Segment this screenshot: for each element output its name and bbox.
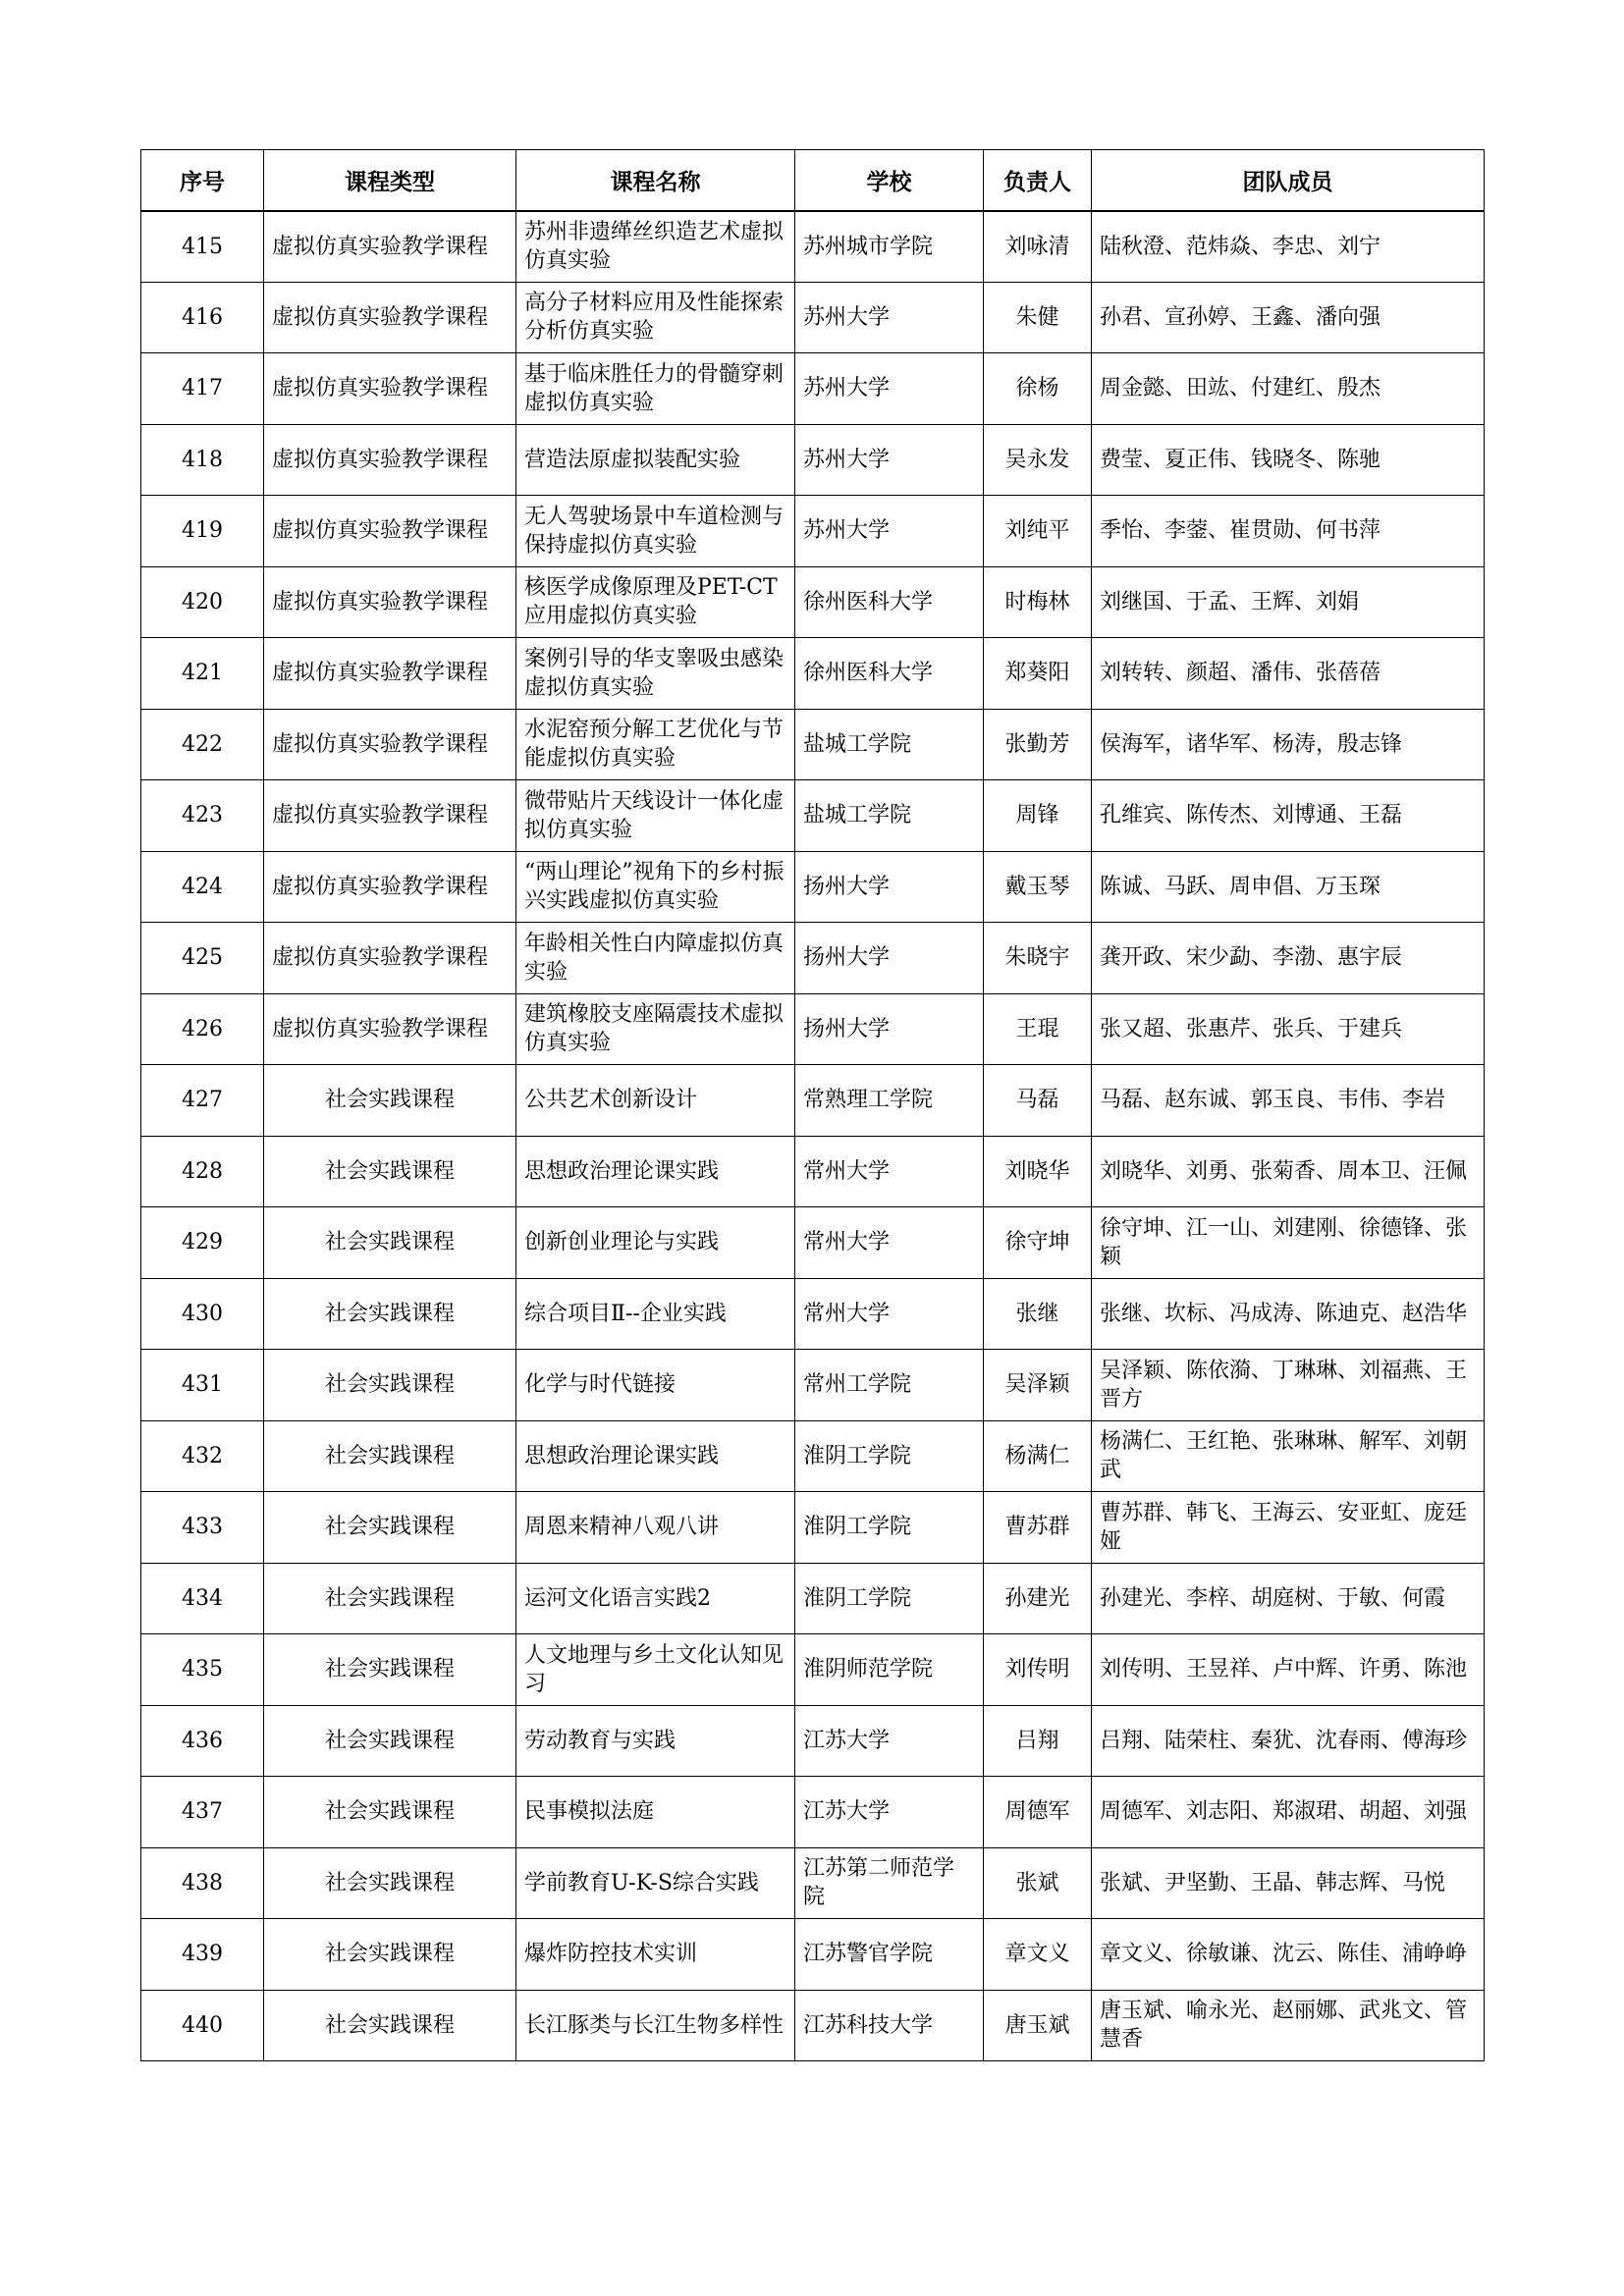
table-row: [141, 851, 1485, 923]
cell-course-name: 基于临床胜任力的骨髓穿刺虚拟仿真实验: [516, 353, 795, 425]
cell-course-name: 综合项目Ⅱ--企业实践: [516, 1278, 795, 1350]
cell-team: 孙君、宣孙婷、王鑫、潘向强: [1092, 282, 1485, 353]
cell-team: 徐守坤、江一山、刘建刚、徐德锋、张颖: [1092, 1207, 1485, 1279]
cell-id: 434: [141, 1563, 264, 1634]
cell-team: 周金懿、田竑、付建红、殷杰: [1092, 353, 1485, 425]
table-row: [141, 1278, 1485, 1350]
cell-id: 415: [141, 211, 264, 283]
cell-course-name: 思想政治理论课实践: [516, 1420, 795, 1492]
cell-school: 江苏第二师范学院: [795, 1847, 984, 1919]
cell-school: 扬州大学: [795, 923, 984, 994]
cell-course-name: 建筑橡胶支座隔震技术虚拟仿真实验: [516, 993, 795, 1065]
cell-team: 张继、坎标、冯成涛、陈迪克、赵浩华: [1092, 1278, 1485, 1350]
table-row: [141, 1492, 1485, 1564]
cell-course-name: 无人驾驶场景中车道检测与保持虚拟仿真实验: [516, 496, 795, 567]
cell-id: 432: [141, 1420, 264, 1492]
cell-lead: 朱晓宇: [984, 923, 1092, 994]
cell-school: 徐州医科大学: [795, 638, 984, 710]
cell-team: 张斌、尹坚勤、王晶、韩志辉、马悦: [1092, 1847, 1485, 1919]
table-row: [141, 638, 1485, 710]
table-row: [141, 1634, 1485, 1706]
cell-course-name: 年龄相关性白内障虚拟仿真实验: [516, 923, 795, 994]
cell-lead: 王琨: [984, 993, 1092, 1065]
cell-course-name: 周恩来精神八观八讲: [516, 1492, 795, 1564]
cell-id: 427: [141, 1065, 264, 1137]
cell-lead: 马磊: [984, 1065, 1092, 1137]
cell-course-name: 案例引导的华支睾吸虫感染虚拟仿真实验: [516, 638, 795, 710]
cell-id: 436: [141, 1705, 264, 1777]
cell-course-type: 社会实践课程: [264, 1420, 516, 1492]
cell-school: 常州大学: [795, 1136, 984, 1207]
header-id: 序号: [141, 150, 264, 211]
cell-course-type: 虚拟仿真实验教学课程: [264, 211, 516, 283]
cell-lead: 唐玉斌: [984, 1990, 1092, 2061]
cell-id: 419: [141, 496, 264, 567]
table-row: [141, 709, 1485, 780]
header-team: 团队成员: [1092, 150, 1485, 211]
header-school: 学校: [795, 150, 984, 211]
cell-team: 章文义、徐敏谦、沈云、陈佳、浦峥峥: [1092, 1919, 1485, 1991]
cell-lead: 戴玉琴: [984, 851, 1092, 923]
cell-school: 常熟理工学院: [795, 1065, 984, 1137]
table-row: [141, 1919, 1485, 1991]
cell-team: 马磊、赵东诚、郭玉良、韦伟、李岩: [1092, 1065, 1485, 1137]
cell-lead: 徐杨: [984, 353, 1092, 425]
cell-lead: 刘纯平: [984, 496, 1092, 567]
cell-lead: 刘晓华: [984, 1136, 1092, 1207]
cell-id: 418: [141, 424, 264, 496]
cell-team: 唐玉斌、喻永光、赵丽娜、武兆文、管慧香: [1092, 1990, 1485, 2061]
cell-lead: 郑葵阳: [984, 638, 1092, 710]
cell-course-type: 社会实践课程: [264, 1705, 516, 1777]
cell-course-name: 化学与时代链接: [516, 1350, 795, 1421]
cell-school: 淮阴工学院: [795, 1563, 984, 1634]
cell-course-type: 社会实践课程: [264, 1990, 516, 2061]
cell-school: 盐城工学院: [795, 709, 984, 780]
table-row: [141, 1136, 1485, 1207]
cell-team: 刘晓华、刘勇、张菊香、周本卫、汪佩: [1092, 1136, 1485, 1207]
cell-course-name: “两山理论”视角下的乡村振兴实践虚拟仿真实验: [516, 851, 795, 923]
cell-course-name: 核医学成像原理及PET-CT应用虚拟仿真实验: [516, 566, 795, 638]
cell-course-type: 虚拟仿真实验教学课程: [264, 424, 516, 496]
cell-id: 422: [141, 709, 264, 780]
table-row: [141, 1420, 1485, 1492]
cell-team: 陆秋澄、范炜焱、李忠、刘宁: [1092, 211, 1485, 283]
cell-team: 侯海军，诸华军、杨涛，殷志锋: [1092, 709, 1485, 780]
cell-school: 淮阴师范学院: [795, 1634, 984, 1706]
cell-school: 苏州大学: [795, 424, 984, 496]
cell-lead: 刘传明: [984, 1634, 1092, 1706]
table-header-row: [141, 150, 1485, 211]
cell-course-type: 社会实践课程: [264, 1563, 516, 1634]
cell-school: 徐州医科大学: [795, 566, 984, 638]
cell-id: 428: [141, 1136, 264, 1207]
cell-course-name: 微带贴片天线设计一体化虚拟仿真实验: [516, 780, 795, 852]
header-lead: 负责人: [984, 150, 1092, 211]
table-row: [141, 1350, 1485, 1421]
cell-id: 431: [141, 1350, 264, 1421]
cell-id: 439: [141, 1919, 264, 1991]
cell-course-type: 社会实践课程: [264, 1777, 516, 1848]
cell-course-name: 公共艺术创新设计: [516, 1065, 795, 1137]
cell-id: 435: [141, 1634, 264, 1706]
cell-course-type: 虚拟仿真实验教学课程: [264, 709, 516, 780]
cell-lead: 章文义: [984, 1919, 1092, 1991]
cell-lead: 张斌: [984, 1847, 1092, 1919]
cell-course-name: 高分子材料应用及性能探索分析仿真实验: [516, 282, 795, 353]
cell-team: 周德军、刘志阳、郑淑珺、胡超、刘强: [1092, 1777, 1485, 1848]
cell-lead: 徐守坤: [984, 1207, 1092, 1279]
cell-lead: 吕翔: [984, 1705, 1092, 1777]
cell-lead: 孙建光: [984, 1563, 1092, 1634]
table-row: [141, 496, 1485, 567]
cell-course-name: 学前教育U-K-S综合实践: [516, 1847, 795, 1919]
cell-school: 江苏警官学院: [795, 1919, 984, 1991]
cell-lead: 吴泽颖: [984, 1350, 1092, 1421]
cell-team: 费莹、夏正伟、钱晓冬、陈驰: [1092, 424, 1485, 496]
cell-course-type: 虚拟仿真实验教学课程: [264, 780, 516, 852]
cell-course-name: 人文地理与乡土文化认知见习: [516, 1634, 795, 1706]
cell-id: 426: [141, 993, 264, 1065]
cell-id: 437: [141, 1777, 264, 1848]
cell-course-type: 社会实践课程: [264, 1919, 516, 1991]
cell-team: 杨满仁、王红艳、张琳琳、解军、刘朝武: [1092, 1420, 1485, 1492]
cell-course-type: 虚拟仿真实验教学课程: [264, 496, 516, 567]
cell-id: 425: [141, 923, 264, 994]
cell-course-name: 民事模拟法庭: [516, 1777, 795, 1848]
cell-course-type: 社会实践课程: [264, 1136, 516, 1207]
cell-team: 孙建光、李梓、胡庭树、于敏、何霞: [1092, 1563, 1485, 1634]
cell-team: 孔维宾、陈传杰、刘博通、王磊: [1092, 780, 1485, 852]
cell-school: 扬州大学: [795, 851, 984, 923]
course-table: [140, 149, 1485, 2061]
cell-course-type: 社会实践课程: [264, 1350, 516, 1421]
cell-course-name: 创新创业理论与实践: [516, 1207, 795, 1279]
cell-school: 苏州大学: [795, 496, 984, 567]
cell-id: 440: [141, 1990, 264, 2061]
cell-course-type: 虚拟仿真实验教学课程: [264, 851, 516, 923]
cell-school: 苏州大学: [795, 282, 984, 353]
cell-school: 盐城工学院: [795, 780, 984, 852]
cell-team: 张又超、张惠芹、张兵、于建兵: [1092, 993, 1485, 1065]
table-row: [141, 282, 1485, 353]
cell-id: 424: [141, 851, 264, 923]
cell-id: 438: [141, 1847, 264, 1919]
cell-lead: 刘咏清: [984, 211, 1092, 283]
cell-school: 江苏科技大学: [795, 1990, 984, 2061]
cell-team: 陈诚、马跃、周申倡、万玉琛: [1092, 851, 1485, 923]
cell-school: 常州大学: [795, 1278, 984, 1350]
cell-lead: 张继: [984, 1278, 1092, 1350]
cell-id: 421: [141, 638, 264, 710]
table-row: [141, 1990, 1485, 2061]
cell-lead: 周锋: [984, 780, 1092, 852]
cell-team: 刘转转、颜超、潘伟、张蓓蓓: [1092, 638, 1485, 710]
cell-course-name: 苏州非遗缂丝织造艺术虚拟仿真实验: [516, 211, 795, 283]
table-row: [141, 424, 1485, 496]
cell-team: 刘传明、王昱祥、卢中辉、许勇、陈池: [1092, 1634, 1485, 1706]
table-body: [141, 211, 1485, 2061]
cell-team: 龚开政、宋少勐、李渤、惠宇辰: [1092, 923, 1485, 994]
table-row: [141, 1207, 1485, 1279]
cell-team: 吴泽颖、陈依漪、丁琳琳、刘福燕、王晋方: [1092, 1350, 1485, 1421]
cell-team: 吕翔、陆荣柱、秦犹、沈春雨、傅海珍: [1092, 1705, 1485, 1777]
cell-course-type: 虚拟仿真实验教学课程: [264, 353, 516, 425]
cell-school: 常州大学: [795, 1207, 984, 1279]
cell-course-name: 营造法原虚拟装配实验: [516, 424, 795, 496]
cell-lead: 时梅林: [984, 566, 1092, 638]
cell-course-type: 社会实践课程: [264, 1634, 516, 1706]
cell-school: 苏州城市学院: [795, 211, 984, 283]
header-course-type: 课程类型: [264, 150, 516, 211]
table-row: [141, 993, 1485, 1065]
cell-id: 433: [141, 1492, 264, 1564]
cell-id: 430: [141, 1278, 264, 1350]
cell-school: 江苏大学: [795, 1777, 984, 1848]
table-row: [141, 1847, 1485, 1919]
cell-course-name: 爆炸防控技术实训: [516, 1919, 795, 1991]
cell-id: 423: [141, 780, 264, 852]
cell-id: 420: [141, 566, 264, 638]
cell-lead: 张勤芳: [984, 709, 1092, 780]
cell-school: 常州工学院: [795, 1350, 984, 1421]
table-row: [141, 211, 1485, 283]
cell-id: 417: [141, 353, 264, 425]
table-row: [141, 1777, 1485, 1848]
cell-course-type: 社会实践课程: [264, 1207, 516, 1279]
cell-team: 季怡、李蓥、崔贯勋、何书萍: [1092, 496, 1485, 567]
cell-lead: 周德军: [984, 1777, 1092, 1848]
cell-course-name: 劳动教育与实践: [516, 1705, 795, 1777]
cell-lead: 曹苏群: [984, 1492, 1092, 1564]
cell-school: 扬州大学: [795, 993, 984, 1065]
cell-team: 曹苏群、韩飞、王海云、安亚虹、庞廷娅: [1092, 1492, 1485, 1564]
table-row: [141, 1705, 1485, 1777]
cell-lead: 吴永发: [984, 424, 1092, 496]
cell-lead: 朱健: [984, 282, 1092, 353]
header-course-name: 课程名称: [516, 150, 795, 211]
cell-course-name: 运河文化语言实践2: [516, 1563, 795, 1634]
table-row: [141, 1563, 1485, 1634]
cell-course-type: 虚拟仿真实验教学课程: [264, 993, 516, 1065]
cell-school: 苏州大学: [795, 353, 984, 425]
cell-course-type: 社会实践课程: [264, 1847, 516, 1919]
cell-id: 429: [141, 1207, 264, 1279]
cell-id: 416: [141, 282, 264, 353]
table-row: [141, 566, 1485, 638]
cell-course-type: 虚拟仿真实验教学课程: [264, 566, 516, 638]
table-row: [141, 353, 1485, 425]
cell-course-type: 虚拟仿真实验教学课程: [264, 923, 516, 994]
cell-course-type: 社会实践课程: [264, 1065, 516, 1137]
cell-course-type: 虚拟仿真实验教学课程: [264, 638, 516, 710]
cell-school: 江苏大学: [795, 1705, 984, 1777]
table-row: [141, 1065, 1485, 1137]
cell-course-type: 虚拟仿真实验教学课程: [264, 282, 516, 353]
cell-course-name: 思想政治理论课实践: [516, 1136, 795, 1207]
cell-course-name: 水泥窑预分解工艺优化与节能虚拟仿真实验: [516, 709, 795, 780]
cell-course-type: 社会实践课程: [264, 1492, 516, 1564]
cell-course-type: 社会实践课程: [264, 1278, 516, 1350]
cell-course-name: 长江豚类与长江生物多样性: [516, 1990, 795, 2061]
cell-school: 淮阴工学院: [795, 1420, 984, 1492]
cell-team: 刘继国、于孟、王辉、刘娟: [1092, 566, 1485, 638]
table-row: [141, 923, 1485, 994]
cell-lead: 杨满仁: [984, 1420, 1092, 1492]
cell-school: 淮阴工学院: [795, 1492, 984, 1564]
table-row: [141, 780, 1485, 852]
